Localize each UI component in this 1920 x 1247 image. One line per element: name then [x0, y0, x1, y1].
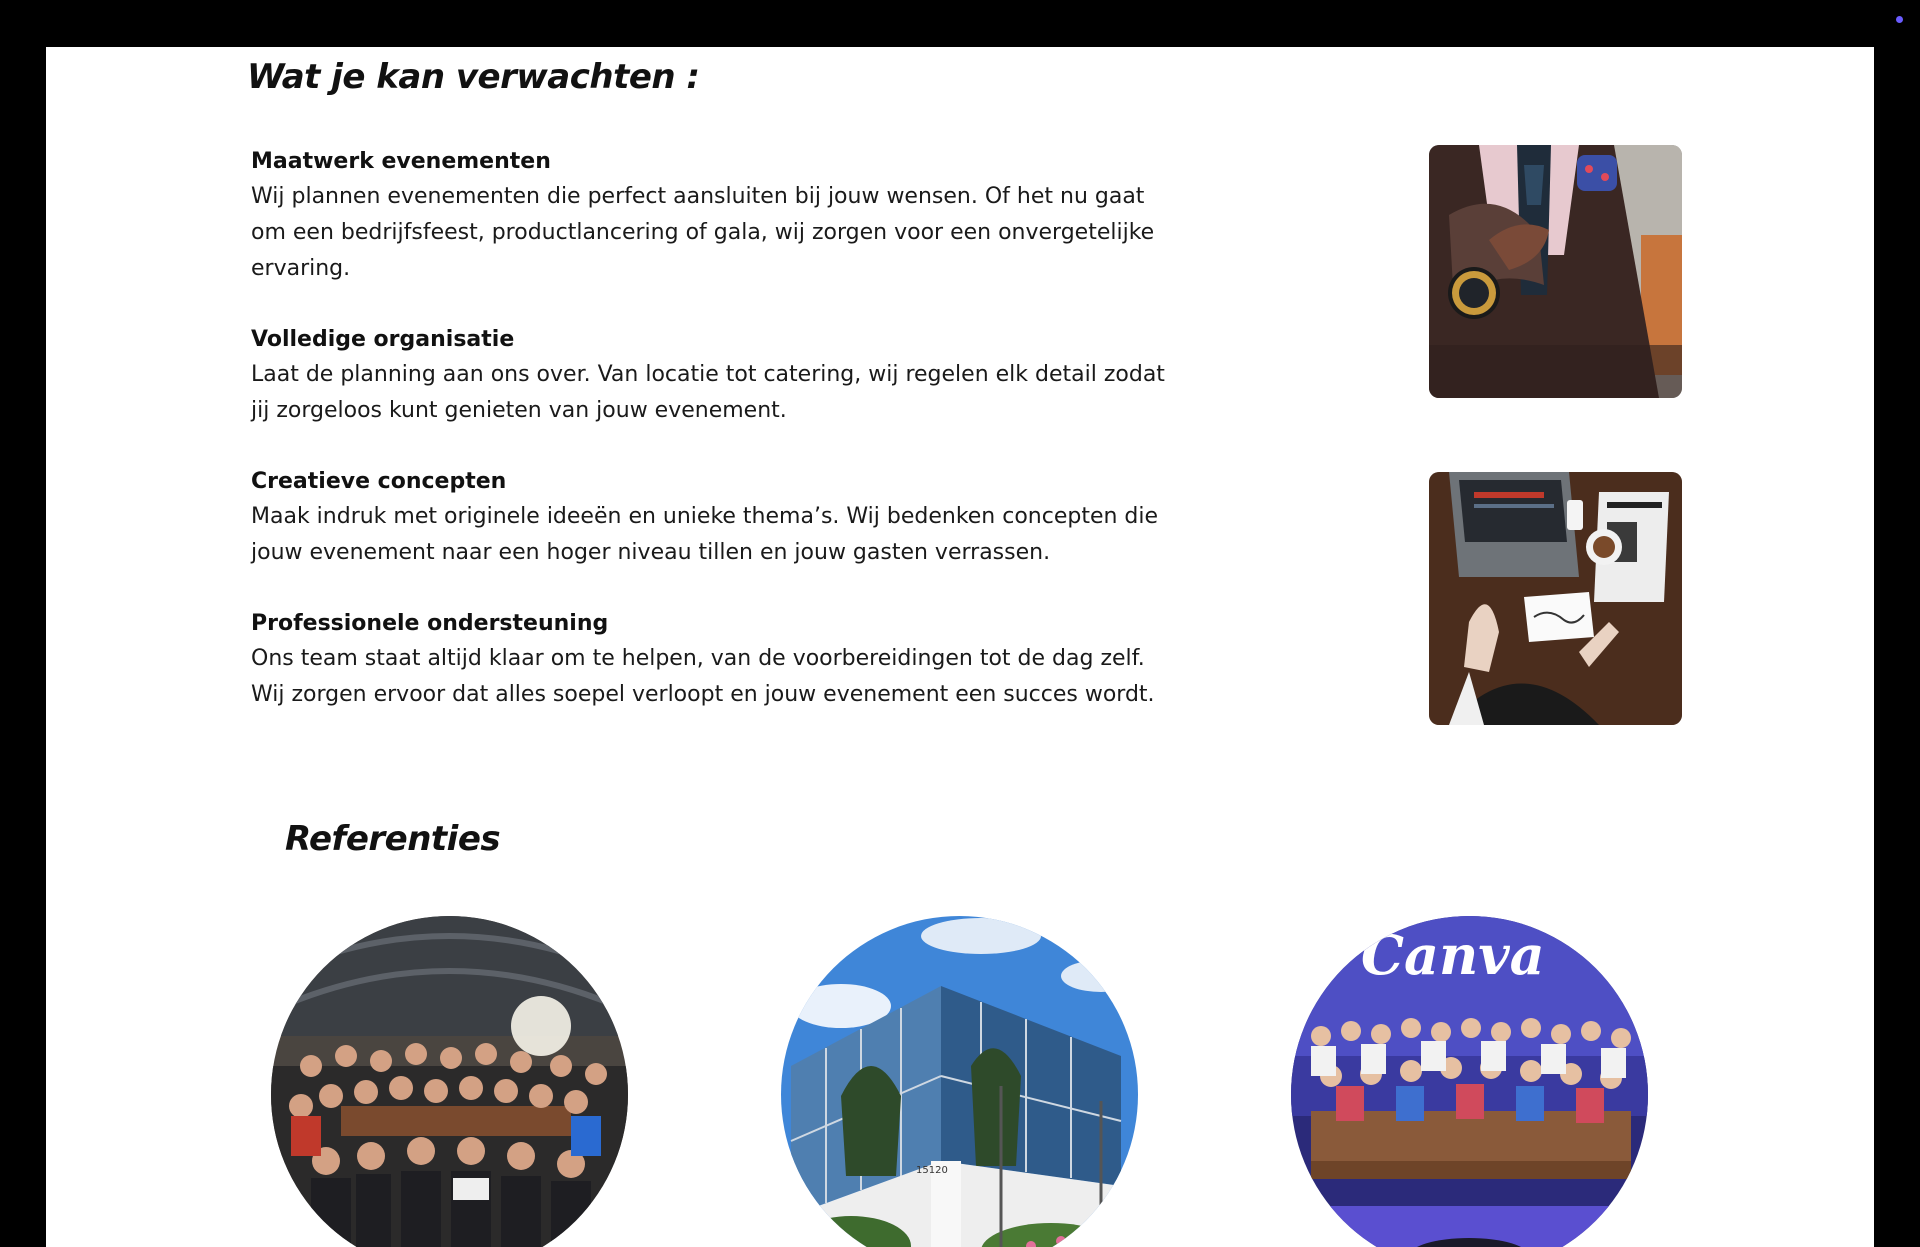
expect-section-title: Wat je kan verwachten : — [247, 57, 700, 97]
feature-line: Laat de planning aan ons over. Van locatie tot catering, wij regelen elk detail zodat — [251, 362, 1165, 387]
canva-logo: Canva — [1361, 923, 1545, 987]
reference-team-photo — [271, 916, 628, 1247]
feature-text — [251, 499, 1241, 571]
status-dot — [1896, 16, 1903, 23]
feature-item — [251, 322, 1241, 429]
feature-line: om een bedrijfsfeest, productlancering of gala, wij zorgen voor een onvergetelijke — [251, 220, 1155, 245]
feature-line: ervaring. — [251, 256, 351, 281]
page-content — [46, 47, 1874, 1247]
feature-line: Wij zorgen ervoor dat alles soepel verloopt en jouw evenement een succes wordt. — [251, 682, 1155, 707]
feature-line: Ons team staat altijd klaar om te helpen, van de voorbereidingen tot de dag zelf. — [251, 646, 1145, 671]
feature-line: Maak indruk met originele ideeën en unieke thema’s. Wij bedenken concepten die — [251, 504, 1159, 529]
feature-text — [251, 179, 1241, 287]
building-number: 15120 — [916, 1165, 948, 1176]
feature-line: jij zorgeloos kunt genieten van jouw evenement. — [251, 398, 787, 423]
feature-text — [251, 641, 1241, 713]
feature-item — [251, 144, 1241, 287]
feature-line: jouw evenement naar een hoger niveau tillen en jouw gasten verrassen. — [251, 540, 1051, 565]
reference-building-photo — [781, 916, 1138, 1247]
desk-photo — [1429, 472, 1682, 725]
feature-line: Wij plannen evenementen die perfect aansluiten bij jouw wensen. Of het nu gaat — [251, 184, 1145, 209]
suit-photo — [1429, 145, 1682, 398]
feature-item — [251, 606, 1241, 713]
references-section-title: Referenties — [285, 819, 501, 859]
feature-heading: Creatieve concepten — [251, 469, 507, 494]
feature-heading: Maatwerk evenementen — [251, 149, 551, 174]
reference-canva-photo — [1291, 916, 1648, 1247]
feature-list — [251, 144, 1241, 748]
feature-heading: Volledige organisatie — [251, 327, 515, 352]
feature-text — [251, 357, 1241, 429]
feature-heading: Professionele ondersteuning — [251, 611, 609, 636]
feature-item — [251, 464, 1241, 571]
